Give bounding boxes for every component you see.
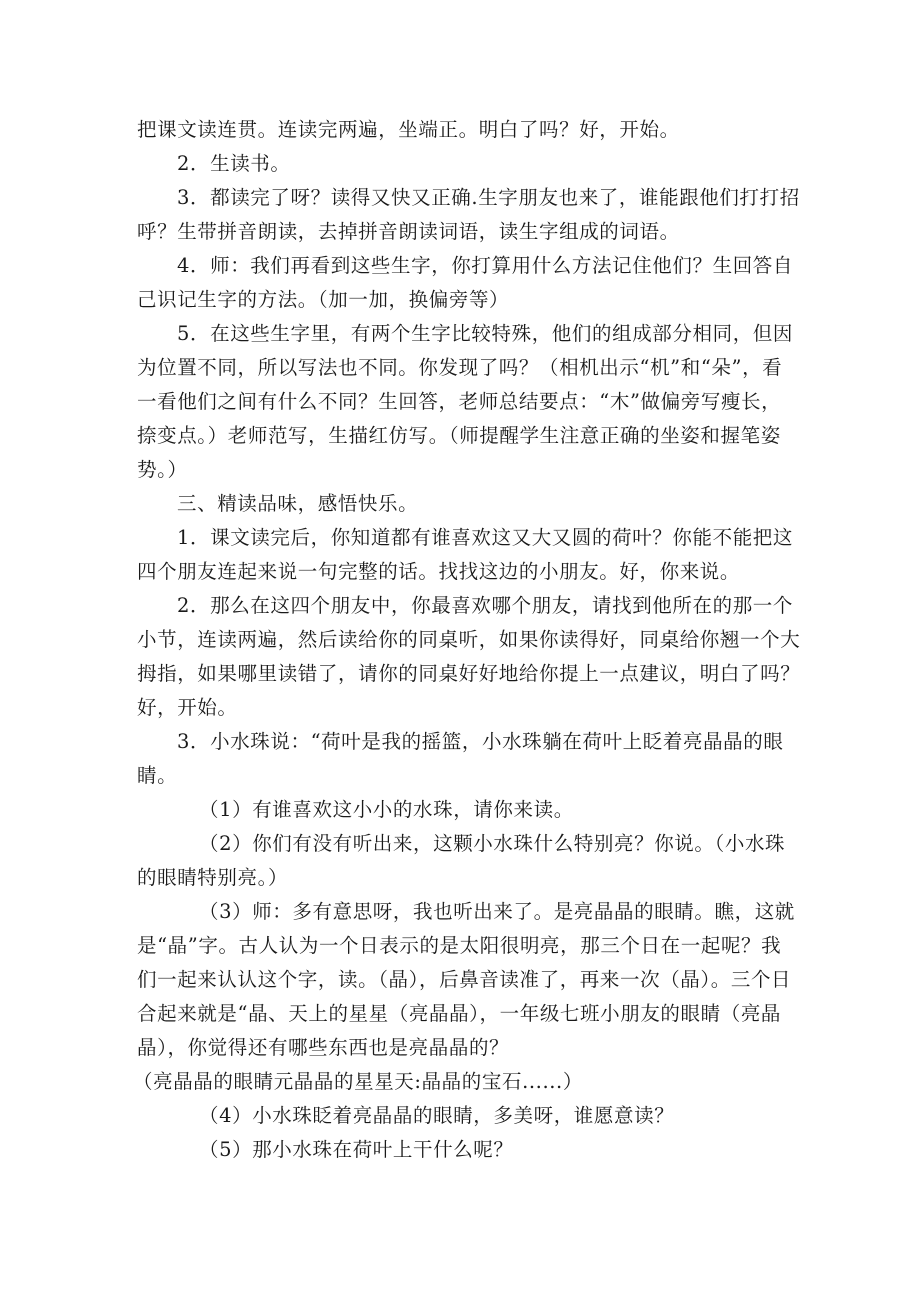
sub-item-5: （5）那小水珠在荷叶上干什么呢？ xyxy=(199,1138,514,1161)
document-body xyxy=(133,113,801,1167)
sub-item-3: （3）师：多有意思呀，我也听出来了。是亮晶晶的眼睛。瞧，这就是“晶”字。古人认为一个日表示的是太阳很明亮，那三个日在一起呢？我们一起来认认这个字，读。（晶），后鼻音读准了，再来一次（晶）。三个日合起来就是“晶、天上的星星（亮晶晶），一年级七班小朋友的眼睛（亮晶晶），你觉得还有哪些东西也是亮晶晶的？ xyxy=(137,900,795,1059)
sub-item-4: （4）小水珠眨着亮晶晶的眼睛，多美呀，谁愿意读？ xyxy=(199,1104,675,1127)
paragraph-continuation: 把课文读连贯。连读完两遍，坐端正。明白了吗？好，开始。 xyxy=(137,118,680,141)
paragraph-item-2: 2．生读书。 xyxy=(177,152,291,175)
sub-item-1: （1）有谁喜欢这小小的水珠，请你来读。 xyxy=(199,798,574,821)
paragraph-item-2b: 2．那么在这四个朋友中，你最喜欢哪个朋友，请找到他所在的那一个小节，连读两遍，然后读给你的同桌听，如果你读得好，同桌给你翘一个大拇指，如果哪里读错了，请你的同桌好好地给你提上一点建议，明白了吗？好，开始。 xyxy=(137,594,801,719)
section-heading: 三、精读品味，感悟快乐。 xyxy=(177,492,419,515)
paragraph-item-4: 4．师：我们再看到这些生字，你打算用什么方法记住他们？生回答自己识记生字的方法。（加一加，换偏旁等） xyxy=(137,254,794,311)
sub-item-2: （2）你们有没有听出来，这颗小水珠什么特别亮？你说。（小水珠的眼睛特别亮。） xyxy=(137,832,786,889)
paragraph-item-3b: 3．小水珠说：“荷叶是我的摇篮，小水珠躺在荷叶上眨着亮晶晶的眼睛。 xyxy=(137,730,784,787)
paragraph-item-5: 5．在这些生字里，有两个生字比较特殊，他们的组成部分相同，但因为位置不同，所以写法也不同。你发现了吗？（相机出示“机”和“朵”，看一看他们之间有什么不同？生回答，老师总结要点：“木”做偏旁写瘦长，捺变点。）老师范写，生描红仿写。（师提醒学生注意正确的坐姿和握笔姿势。） xyxy=(137,322,794,481)
paragraph-item-1: 1．课文读完后，你知道都有谁喜欢这又大又圆的荷叶？你能不能把这四个朋友连起来说一句完整的话。找找这边的小朋友。好，你来说。 xyxy=(137,526,794,583)
example-note: （亮晶晶的眼睛元晶晶的星星天:晶晶的宝石......） xyxy=(133,1070,583,1093)
paragraph-item-3: 3．都读完了呀？读得又快又正确.生字朋友也来了，谁能跟他们打打招呼？生带拼音朗读，去掉拼音朗读词语，读生字组成的词语。 xyxy=(137,186,800,243)
